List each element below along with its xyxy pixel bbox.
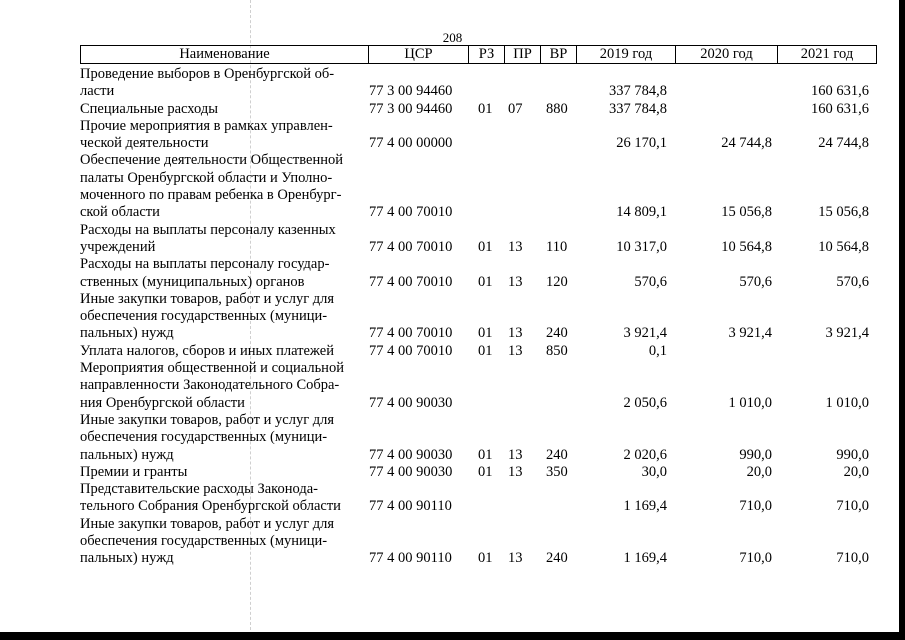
row-2019: 337 784,8 xyxy=(609,100,667,117)
row-2019: 570,6 xyxy=(634,273,667,290)
row-csr: 77 3 00 94460 xyxy=(369,83,453,100)
table-row xyxy=(80,222,877,257)
scan-border-right xyxy=(899,0,905,640)
table-row xyxy=(80,291,877,343)
table-row xyxy=(80,481,877,516)
row-pr: 13 xyxy=(508,550,523,567)
table-row xyxy=(80,516,877,568)
row-pr: 07 xyxy=(508,100,523,117)
row-csr: 77 4 00 90030 xyxy=(369,463,453,480)
table-row xyxy=(80,343,877,360)
row-csr: 77 3 00 94460 xyxy=(369,100,453,117)
row-2019: 2 020,6 xyxy=(623,446,667,463)
row-name: Представительские расходы Законода- тельного Собрания Оренбургской области xyxy=(80,481,341,515)
row-2021: 24 744,8 xyxy=(818,135,869,152)
row-rz: 01 xyxy=(478,325,493,342)
row-csr: 77 4 00 70010 xyxy=(369,238,453,255)
row-2020: 990,0 xyxy=(739,446,772,463)
row-name: Расходы на выплаты персоналу государ- ственных (муниципальных) органов xyxy=(80,256,330,290)
row-2019: 2 050,6 xyxy=(623,394,667,411)
row-rz: 01 xyxy=(478,550,493,567)
row-name: Мероприятия общественной и социальной направленности Законодательного Собра- ния Оренбургской области xyxy=(80,360,344,411)
row-csr: 77 4 00 70010 xyxy=(369,325,453,342)
table-row xyxy=(80,118,877,153)
row-2019: 3 921,4 xyxy=(623,325,667,342)
row-pr: 13 xyxy=(508,273,523,290)
row-csr: 77 4 00 90110 xyxy=(369,498,452,515)
row-vr: 110 xyxy=(546,238,568,255)
row-2019: 10 317,0 xyxy=(616,238,667,255)
row-2019: 1 169,4 xyxy=(623,498,667,515)
row-vr: 350 xyxy=(546,463,568,480)
table-row xyxy=(80,412,877,464)
row-csr: 77 4 00 70010 xyxy=(369,273,453,290)
row-name: Премии и гранты xyxy=(80,463,188,480)
row-2021: 10 564,8 xyxy=(818,238,869,255)
row-name: Прочие мероприятия в рамках управлен- ческой деятельности xyxy=(80,117,333,152)
row-2019: 30,0 xyxy=(641,463,667,480)
row-2019: 0,1 xyxy=(648,342,667,359)
row-vr: 240 xyxy=(546,550,568,567)
row-2019: 1 169,4 xyxy=(623,550,667,567)
row-2020: 24 744,8 xyxy=(721,135,772,152)
row-pr: 13 xyxy=(508,342,523,359)
row-2019: 337 784,8 xyxy=(609,83,667,100)
row-2021: 160 631,6 xyxy=(811,100,869,117)
table-row xyxy=(80,101,877,118)
header-rz: РЗ xyxy=(468,46,504,63)
row-rz: 01 xyxy=(478,446,493,463)
row-2020: 3 921,4 xyxy=(728,325,772,342)
row-2021: 710,0 xyxy=(836,550,869,567)
row-2019: 26 170,1 xyxy=(616,135,667,152)
header-vr: ВР xyxy=(540,46,576,63)
row-pr: 13 xyxy=(508,325,523,342)
row-pr: 13 xyxy=(508,446,523,463)
row-pr: 13 xyxy=(508,463,523,480)
row-2020: 15 056,8 xyxy=(721,204,772,221)
row-vr: 850 xyxy=(546,342,568,359)
row-2021: 15 056,8 xyxy=(818,204,869,221)
row-csr: 77 4 00 90030 xyxy=(369,446,453,463)
row-name: Обеспечение деятельности Общественной палаты Оренбургской области и Уполно- моченного по правам ребенка в Оренбург- ской области xyxy=(80,152,343,221)
table-row xyxy=(80,464,877,481)
table-body xyxy=(80,66,877,568)
row-2021: 570,6 xyxy=(836,273,869,290)
row-name: Уплата налогов, сборов и иных платежей xyxy=(80,342,334,359)
table-row xyxy=(80,256,877,291)
row-2020: 10 564,8 xyxy=(721,238,772,255)
row-2021: 1 010,0 xyxy=(825,394,869,411)
row-vr: 880 xyxy=(546,100,568,117)
row-name: Иные закупки товаров, работ и услуг для обеспечения государственных (муници- пальных) нужд xyxy=(80,290,335,342)
header-name: Наименование xyxy=(179,46,270,62)
row-csr: 77 4 00 00000 xyxy=(369,135,453,152)
table-row xyxy=(80,152,877,221)
row-name: Иные закупки товаров, работ и услуг для обеспечения государственных (муници- пальных) нужд xyxy=(80,515,335,567)
table-row xyxy=(80,360,877,412)
row-2020: 710,0 xyxy=(739,498,772,515)
row-2021: 710,0 xyxy=(836,498,869,515)
row-name: Специальные расходы xyxy=(80,100,218,117)
page-number: 208 xyxy=(442,30,463,45)
scan-border-bottom xyxy=(0,632,905,640)
row-name: Проведение выборов в Оренбургской об- ласти xyxy=(80,66,335,100)
row-name: Иные закупки товаров, работ и услуг для обеспечения государственных (муници- пальных) нужд xyxy=(80,411,335,463)
row-vr: 120 xyxy=(546,273,568,290)
header-2020: 2020 год xyxy=(675,46,777,63)
row-rz: 01 xyxy=(478,463,493,480)
row-2021: 20,0 xyxy=(843,463,869,480)
row-2020: 570,6 xyxy=(739,273,772,290)
row-vr: 240 xyxy=(546,325,568,342)
row-2019: 14 809,1 xyxy=(616,204,667,221)
row-name: Расходы на выплаты персоналу казенных учреждений xyxy=(80,221,336,255)
row-2020: 710,0 xyxy=(739,550,772,567)
row-csr: 77 4 00 90030 xyxy=(369,394,453,411)
header-pr: ПР xyxy=(504,46,540,63)
header-csr: ЦСР xyxy=(368,46,468,63)
row-2021: 990,0 xyxy=(836,446,869,463)
row-pr: 13 xyxy=(508,238,523,255)
row-csr: 77 4 00 70010 xyxy=(369,204,453,221)
row-rz: 01 xyxy=(478,100,493,117)
table-row xyxy=(80,66,877,101)
header-2019: 2019 год xyxy=(576,46,675,63)
row-rz: 01 xyxy=(478,238,493,255)
header-2021: 2021 год xyxy=(777,46,876,63)
table-header xyxy=(80,45,877,64)
row-2020: 1 010,0 xyxy=(728,394,772,411)
row-2021: 160 631,6 xyxy=(811,83,869,100)
row-csr: 77 4 00 70010 xyxy=(369,342,453,359)
row-rz: 01 xyxy=(478,342,493,359)
row-vr: 240 xyxy=(546,446,568,463)
row-2020: 20,0 xyxy=(746,463,772,480)
row-rz: 01 xyxy=(478,273,493,290)
row-2021: 3 921,4 xyxy=(825,325,869,342)
row-csr: 77 4 00 90110 xyxy=(369,550,452,567)
